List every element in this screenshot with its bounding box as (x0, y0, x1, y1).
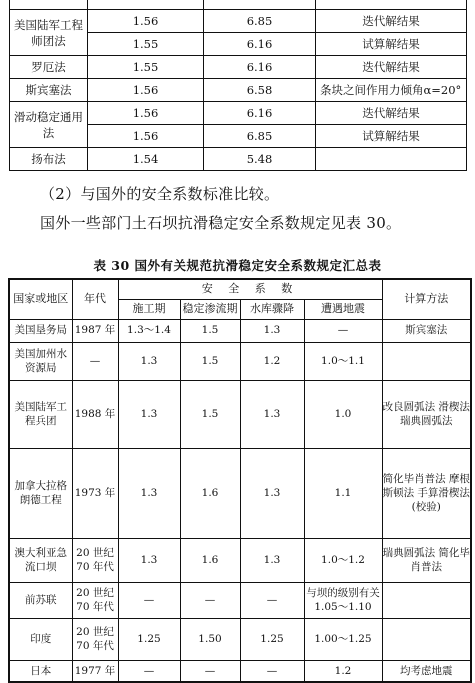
value-cell: 1.6 (180, 448, 240, 538)
year-cell: 1987 年 (72, 319, 118, 342)
header-year: 年代 (72, 279, 118, 319)
header-steady: 稳定渗流期 (180, 299, 240, 319)
value-cell: 1.3 (118, 380, 180, 448)
table-caption: 表 30 国外有关规范抗滑稳定安全系数规定汇总表 (93, 258, 382, 273)
value-cell: 1.3 (240, 538, 304, 582)
country-cell: 美国加州水资源局 (9, 342, 72, 380)
year-cell: 20 世纪 70 年代 (72, 538, 118, 582)
value-cell: 1.0～1.1 (304, 342, 382, 380)
country-cell: 日本 (9, 660, 72, 682)
header-method: 计算方法 (382, 279, 471, 319)
value-cell: — (180, 582, 240, 618)
table-row (9, 582, 471, 618)
paragraph: 国外一些部门土石坝抗滑稳定安全系数规定见表 30。 (40, 214, 402, 232)
method-cell: 美国陆军工程师团法 (10, 10, 88, 56)
value-cell: 1.25 (240, 618, 304, 660)
year-cell: 1973 年 (72, 448, 118, 538)
value-cell: — (240, 582, 304, 618)
table-row (9, 380, 471, 448)
note-cell: 迭代解结果 (316, 56, 467, 79)
value-cell: 1.25 (118, 618, 180, 660)
year-cell: 20 世纪 70 年代 (72, 582, 118, 618)
value-cell: 6.16 (204, 56, 316, 79)
value-cell: 1.56 (88, 10, 204, 33)
note-cell (316, 148, 467, 171)
country-cell: 澳大利亚急流口坝 (9, 538, 72, 582)
table-row (9, 342, 471, 380)
safety-factor-table (8, 278, 472, 683)
year-cell: 20 世纪 70 年代 (72, 618, 118, 660)
country-cell: 印度 (9, 618, 72, 660)
country-cell: 加拿大拉格朗德工程 (9, 448, 72, 538)
header-safety: 安 全 系 数 (118, 279, 382, 299)
country-cell: 美国垦务局 (9, 319, 72, 342)
value-cell: 1.56 (88, 125, 204, 148)
note-cell: 迭代解结果 (316, 10, 467, 33)
value-cell: 1.00～1.25 (304, 618, 382, 660)
value-cell: 1.55 (88, 33, 204, 56)
value-cell: — (118, 660, 180, 682)
header-construction: 施工期 (118, 299, 180, 319)
year-cell: — (72, 342, 118, 380)
header-country: 国家或地区 (9, 279, 72, 319)
table-row (10, 79, 467, 102)
header-drawdown: 水库骤降 (240, 299, 304, 319)
table-row (10, 56, 467, 79)
value-cell: 1.56 (88, 102, 204, 125)
value-cell: 1.1 (304, 448, 382, 538)
year-cell: 1977 年 (72, 660, 118, 682)
method-cell: 改良圆弧法 滑楔法 瑞典圆弧法 (382, 380, 471, 448)
value-cell: 1.5 (180, 380, 240, 448)
top-table (9, 0, 467, 171)
note-cell: 试算解结果 (316, 33, 467, 56)
method-cell (382, 618, 471, 660)
method-cell (382, 582, 471, 618)
method-cell: 斯宾塞法 (10, 79, 88, 102)
paragraph: （2）与国外的安全系数标准比较。 (40, 185, 280, 203)
method-cell: 斯宾塞法 (382, 319, 471, 342)
method-cell: 瑞典圆弧法 简化毕肖普法 (382, 538, 471, 582)
country-cell: 美国陆军工程兵团 (9, 380, 72, 448)
value-cell: 1.5 (180, 342, 240, 380)
value-cell: 1.50 (180, 618, 240, 660)
value-cell: 1.2 (304, 660, 382, 682)
note-cell: 试算解结果 (316, 125, 467, 148)
value-cell: 1.3 (118, 342, 180, 380)
value-cell: 6.16 (204, 33, 316, 56)
note-cell: 条块之间作用力倾角α=20° (316, 79, 467, 102)
table-row (10, 148, 467, 171)
method-cell: 滑动稳定通用法 (10, 102, 88, 148)
value-cell: 1.3 (118, 538, 180, 582)
value-cell: 与坝的级别有关 1.05～1.10 (304, 582, 382, 618)
value-cell: — (304, 319, 382, 342)
value-cell: 5.48 (204, 148, 316, 171)
country-cell: 前苏联 (9, 582, 72, 618)
table-row (10, 102, 467, 125)
year-cell: 1988 年 (72, 380, 118, 448)
table-row (9, 319, 471, 342)
table-row (9, 618, 471, 660)
value-cell: 1.3 (240, 448, 304, 538)
value-cell: — (180, 660, 240, 682)
method-cell: 扬布法 (10, 148, 88, 171)
table-row (10, 0, 467, 10)
table-row (9, 448, 471, 538)
value-cell: 1.5 (180, 319, 240, 342)
method-cell (382, 342, 471, 380)
value-cell: 1.3 (240, 380, 304, 448)
value-cell: 1.56 (88, 79, 204, 102)
method-cell: 简化毕肖普法 摩根斯顿法 手算滑楔法 (校验) (382, 448, 471, 538)
value-cell: 1.3 (118, 448, 180, 538)
table-row (9, 660, 471, 682)
value-cell: — (118, 582, 180, 618)
value-cell: 1.3～1.4 (118, 319, 180, 342)
table-row (9, 538, 471, 582)
value-cell: 1.54 (88, 148, 204, 171)
value-cell: — (240, 660, 304, 682)
header-row (9, 279, 471, 299)
value-cell: 1.6 (180, 538, 240, 582)
method-cell: 均考虑地震 (382, 660, 471, 682)
value-cell: 1.3 (240, 319, 304, 342)
value-cell: 1.2 (240, 342, 304, 380)
method-cell: 罗厄法 (10, 56, 88, 79)
value-cell: 1.0 (304, 380, 382, 448)
header-earthquake: 遭遇地震 (304, 299, 382, 319)
value-cell: 6.16 (204, 102, 316, 125)
value-cell: 6.85 (204, 10, 316, 33)
value-cell: 6.58 (204, 79, 316, 102)
value-cell: 1.55 (88, 56, 204, 79)
table-row (10, 10, 467, 33)
value-cell: 6.85 (204, 125, 316, 148)
note-cell: 迭代解结果 (316, 102, 467, 125)
value-cell: 1.0～1.2 (304, 538, 382, 582)
